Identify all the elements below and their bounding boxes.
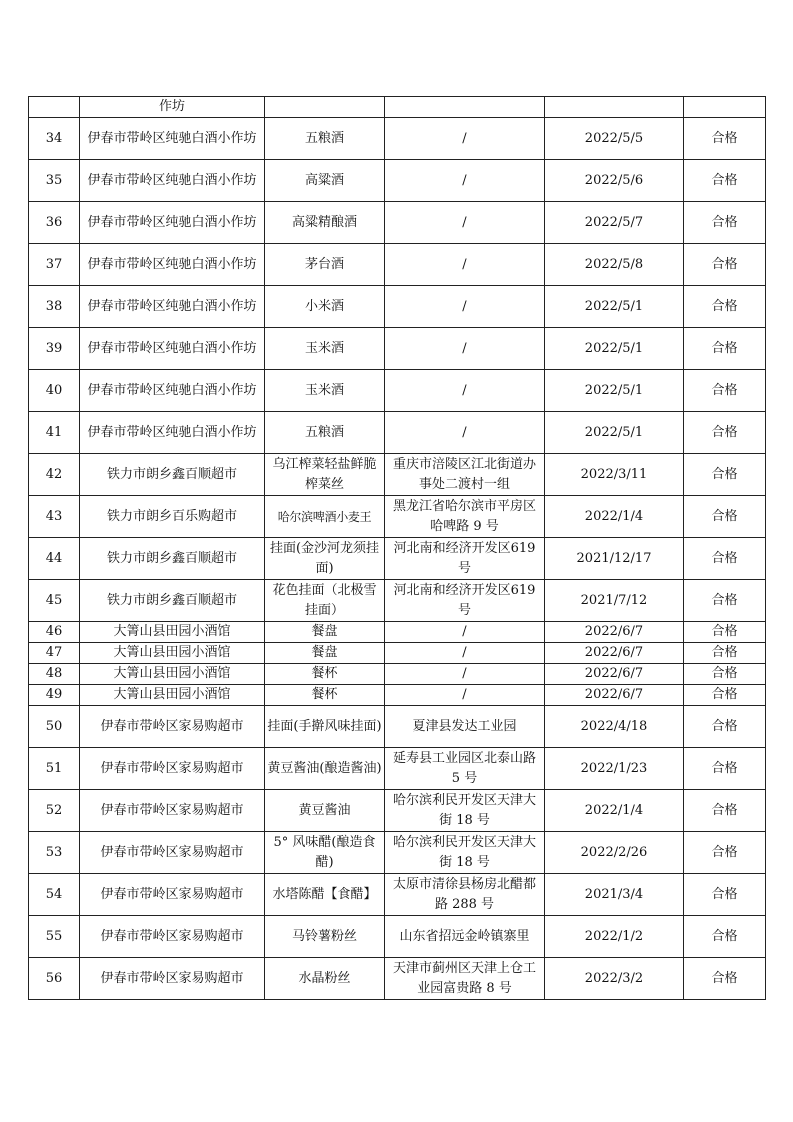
table-row (29, 328, 766, 370)
cell-date: 2022/1/4 (545, 496, 684, 538)
cell-unit: 伊春市带岭区纯驰白酒小作坊 (80, 328, 265, 370)
cell-no: 40 (29, 370, 80, 412)
cell-address: / (385, 118, 545, 160)
cell-unit: 伊春市带岭区家易购超市 (80, 916, 265, 958)
cell-result: 合格 (684, 832, 766, 874)
cell-date: 2022/1/2 (545, 916, 684, 958)
cell-unit: 伊春市带岭区纯驰白酒小作坊 (80, 202, 265, 244)
cell-unit: 伊春市带岭区家易购超市 (80, 832, 265, 874)
cell-product: 餐杯 (265, 685, 385, 706)
table-row (29, 496, 766, 538)
cell-date: 2022/6/7 (545, 664, 684, 685)
cell-result: 合格 (684, 874, 766, 916)
cell-product: 乌江榨菜轻盐鲜脆榨菜丝 (265, 454, 385, 496)
table-row (29, 202, 766, 244)
table-row (29, 580, 766, 622)
cell-product: 水塔陈醋【食醋】 (265, 874, 385, 916)
cell-product: 餐盘 (265, 622, 385, 643)
cell-address: / (385, 685, 545, 706)
cell-date: 2022/5/8 (545, 244, 684, 286)
cell-address: / (385, 286, 545, 328)
cell-no: 39 (29, 328, 80, 370)
cell-product: 黄豆酱油(酿造酱油) (265, 748, 385, 790)
cell-unit: 铁力市朗乡鑫百顺超市 (80, 454, 265, 496)
cell-address: 延寿县工业园区北泰山路 5 号 (385, 748, 545, 790)
cell-date: 2022/5/1 (545, 370, 684, 412)
cell-result: 合格 (684, 286, 766, 328)
cell-unit: 大箐山县田园小酒馆 (80, 643, 265, 664)
cell-no: 47 (29, 643, 80, 664)
cell-result: 合格 (684, 958, 766, 1000)
table-row (29, 790, 766, 832)
cell-no: 46 (29, 622, 80, 643)
cell-result: 合格 (684, 538, 766, 580)
table-row (29, 916, 766, 958)
table-row (29, 958, 766, 1000)
cell-address: 哈尔滨利民开发区天津大街 18 号 (385, 832, 545, 874)
cell-no: 53 (29, 832, 80, 874)
cell-unit: 伊春市带岭区纯驰白酒小作坊 (80, 244, 265, 286)
cell-result: 合格 (684, 370, 766, 412)
cell-result: 合格 (684, 790, 766, 832)
table-row (29, 160, 766, 202)
cell-result: 合格 (684, 748, 766, 790)
cell-product: 茅台酒 (265, 244, 385, 286)
table-row (29, 370, 766, 412)
cell-result: 合格 (684, 202, 766, 244)
cell-date: 2021/7/12 (545, 580, 684, 622)
table-row (29, 874, 766, 916)
cell-address: 河北南和经济开发区619 号 (385, 580, 545, 622)
cell-unit: 伊春市带岭区纯驰白酒小作坊 (80, 118, 265, 160)
table-row (29, 622, 766, 643)
cell-date: 2022/3/11 (545, 454, 684, 496)
cell-date: 2022/5/5 (545, 118, 684, 160)
cell-no: 56 (29, 958, 80, 1000)
cell-result: 合格 (684, 664, 766, 685)
cell-date: 2021/3/4 (545, 874, 684, 916)
cell-date: 2022/6/7 (545, 685, 684, 706)
cell-result: 合格 (684, 244, 766, 286)
cell-no: 44 (29, 538, 80, 580)
cell-result: 合格 (684, 580, 766, 622)
cell-address: 夏津县发达工业园 (385, 706, 545, 748)
cell-date: 2022/5/1 (545, 328, 684, 370)
cell-result: 合格 (684, 685, 766, 706)
cell-address: / (385, 412, 545, 454)
cell-product: 高粱酒 (265, 160, 385, 202)
cell-result: 合格 (684, 118, 766, 160)
cell-no: 52 (29, 790, 80, 832)
cell-product: 玉米酒 (265, 370, 385, 412)
cell-unit: 伊春市带岭区家易购超市 (80, 874, 265, 916)
cell-date: 2022/5/6 (545, 160, 684, 202)
cell-no: 50 (29, 706, 80, 748)
cell-address: 黑龙江省哈尔滨市平房区哈啤路 9 号 (385, 496, 545, 538)
cell-no: 38 (29, 286, 80, 328)
cell-address: / (385, 664, 545, 685)
cell-address: / (385, 244, 545, 286)
cell-no (29, 97, 80, 118)
cell-address: / (385, 202, 545, 244)
cell-result: 合格 (684, 328, 766, 370)
cell-result (684, 97, 766, 118)
cell-date (545, 97, 684, 118)
cell-date: 2022/1/23 (545, 748, 684, 790)
table-row (29, 244, 766, 286)
cell-result: 合格 (684, 916, 766, 958)
table-row (29, 832, 766, 874)
cell-unit: 铁力市朗乡鑫百顺超市 (80, 580, 265, 622)
cell-no: 35 (29, 160, 80, 202)
cell-no: 34 (29, 118, 80, 160)
cell-result: 合格 (684, 622, 766, 643)
cell-no: 42 (29, 454, 80, 496)
cell-no: 48 (29, 664, 80, 685)
cell-product: 高粱精酿酒 (265, 202, 385, 244)
table-row (29, 538, 766, 580)
cell-no: 41 (29, 412, 80, 454)
cell-unit: 伊春市带岭区纯驰白酒小作坊 (80, 370, 265, 412)
cell-address: / (385, 328, 545, 370)
cell-address (385, 97, 545, 118)
cell-address: / (385, 643, 545, 664)
inspection-results-table (28, 96, 766, 1000)
cell-no: 45 (29, 580, 80, 622)
cell-date: 2022/2/26 (545, 832, 684, 874)
cell-date: 2022/6/7 (545, 643, 684, 664)
cell-no: 36 (29, 202, 80, 244)
cell-address: 重庆市涪陵区江北街道办事处二渡村一组 (385, 454, 545, 496)
cell-product: 小米酒 (265, 286, 385, 328)
cell-no: 49 (29, 685, 80, 706)
cell-product: 5° 风味醋(酿造食醋) (265, 832, 385, 874)
cell-address: 山东省招远金岭镇寨里 (385, 916, 545, 958)
cell-date: 2022/5/7 (545, 202, 684, 244)
table-row (29, 706, 766, 748)
cell-result: 合格 (684, 160, 766, 202)
cell-unit: 作坊 (80, 97, 265, 118)
cell-no: 55 (29, 916, 80, 958)
cell-date: 2022/5/1 (545, 412, 684, 454)
cell-result: 合格 (684, 496, 766, 538)
cell-unit: 大箐山县田园小酒馆 (80, 622, 265, 643)
cell-no: 43 (29, 496, 80, 538)
table-body (29, 97, 766, 1000)
cell-unit: 铁力市朗乡百乐购超市 (80, 496, 265, 538)
cell-unit: 伊春市带岭区纯驰白酒小作坊 (80, 412, 265, 454)
table-row (29, 118, 766, 160)
cell-result: 合格 (684, 412, 766, 454)
cell-product: 玉米酒 (265, 328, 385, 370)
cell-product: 餐盘 (265, 643, 385, 664)
cell-product: 挂面(金沙河龙须挂面) (265, 538, 385, 580)
cell-product: 挂面(手擀风味挂面) (265, 706, 385, 748)
cell-date: 2022/4/18 (545, 706, 684, 748)
cell-unit: 伊春市带岭区纯驰白酒小作坊 (80, 160, 265, 202)
cell-unit: 铁力市朗乡鑫百顺超市 (80, 538, 265, 580)
table-row (29, 286, 766, 328)
cell-date: 2022/5/1 (545, 286, 684, 328)
cell-product (265, 97, 385, 118)
cell-unit: 伊春市带岭区家易购超市 (80, 790, 265, 832)
table-row (29, 643, 766, 664)
cell-address: / (385, 160, 545, 202)
cell-address: 哈尔滨利民开发区天津大街 18 号 (385, 790, 545, 832)
cell-address: / (385, 370, 545, 412)
cell-no: 37 (29, 244, 80, 286)
cell-product: 餐杯 (265, 664, 385, 685)
cell-address: 天津市蓟州区天津上仓工业园富贵路 8 号 (385, 958, 545, 1000)
cell-unit: 伊春市带岭区家易购超市 (80, 958, 265, 1000)
cell-address: 太原市清徐县杨房北醋都路 288 号 (385, 874, 545, 916)
cell-date: 2022/6/7 (545, 622, 684, 643)
cell-date: 2022/3/2 (545, 958, 684, 1000)
cell-product: 哈尔滨啤酒小麦王 (265, 496, 385, 538)
cell-unit: 大箐山县田园小酒馆 (80, 685, 265, 706)
cell-result: 合格 (684, 643, 766, 664)
cell-unit: 大箐山县田园小酒馆 (80, 664, 265, 685)
cell-no: 54 (29, 874, 80, 916)
cell-result: 合格 (684, 454, 766, 496)
cell-date: 2022/1/4 (545, 790, 684, 832)
cell-product: 黄豆酱油 (265, 790, 385, 832)
table-row (29, 664, 766, 685)
cell-unit: 伊春市带岭区家易购超市 (80, 748, 265, 790)
cell-product: 马铃薯粉丝 (265, 916, 385, 958)
table-row (29, 454, 766, 496)
cell-result: 合格 (684, 706, 766, 748)
table-row (29, 685, 766, 706)
cell-product: 花色挂面（北极雪挂面） (265, 580, 385, 622)
cell-unit: 伊春市带岭区纯驰白酒小作坊 (80, 286, 265, 328)
cell-unit: 伊春市带岭区家易购超市 (80, 706, 265, 748)
table-row (29, 412, 766, 454)
cell-date: 2021/12/17 (545, 538, 684, 580)
cell-product: 五粮酒 (265, 118, 385, 160)
cell-address: 河北南和经济开发区619 号 (385, 538, 545, 580)
cell-no: 51 (29, 748, 80, 790)
cell-address: / (385, 622, 545, 643)
continuation-row (29, 97, 766, 118)
cell-product: 水晶粉丝 (265, 958, 385, 1000)
table-row (29, 748, 766, 790)
cell-product: 五粮酒 (265, 412, 385, 454)
